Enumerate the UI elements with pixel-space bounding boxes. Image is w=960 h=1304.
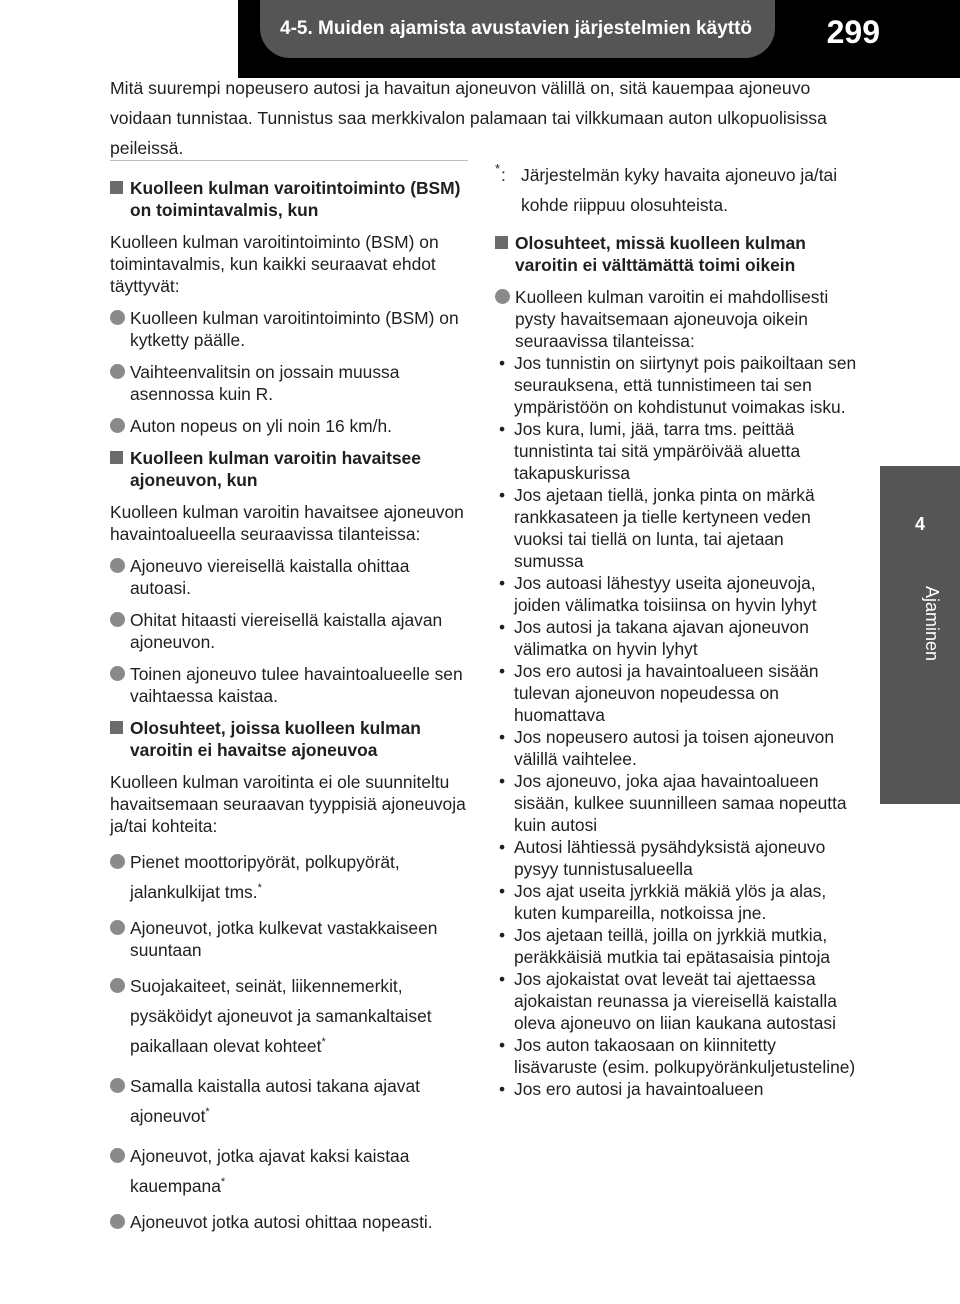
dot-bullet-icon: • (499, 1035, 506, 1055)
list-item (495, 286, 857, 352)
list-item-text: Auton nopeus on yli noin 16 km/h. (130, 416, 392, 436)
circle-bullet-icon (110, 854, 125, 869)
right-column (495, 160, 857, 1100)
condition-item (495, 418, 857, 484)
heading-text: Olosuhteet, missä kuolleen kulman varoitin ei välttämättä toimi oikein (515, 233, 806, 275)
square-bullet-icon (110, 721, 123, 734)
condition-text: Autosi lähtiessä pysähdyksistä ajoneuvo pysyy tunnistusalueella (514, 837, 826, 879)
list-item-text: Ajoneuvot, jotka kulkevat vastakkaiseen suuntaan (130, 918, 438, 960)
condition-text: Jos ajat useita jyrkkiä mäkiä ylös ja alas, kuten kumpareilla, notkoissa jne. (514, 881, 827, 923)
dot-bullet-icon: • (499, 1079, 506, 1099)
dot-bullet-icon: • (499, 881, 506, 901)
circle-bullet-icon (110, 364, 125, 379)
condition-text: Jos tunnistin on siirtynyt pois paikoiltaan sen seurauksena, että tunnistimeen tai sen ympäristöön on kohdistunut voimakas isku. (514, 353, 857, 417)
square-bullet-icon (110, 451, 123, 464)
condition-item (495, 660, 857, 726)
condition-item (495, 352, 857, 418)
page-header-title: 4-5. Muiden ajamista avustavien järjestelmien käyttö (280, 18, 753, 39)
dot-bullet-icon: • (499, 419, 506, 439)
condition-item (495, 616, 857, 660)
condition-item (495, 1034, 857, 1078)
list-item (110, 917, 468, 961)
circle-bullet-icon (495, 289, 510, 304)
section-heading (110, 717, 468, 761)
list-item-text: Ohitat hitaasti viereisellä kaistalla ajavan ajoneuvon. (130, 610, 443, 652)
condition-text: Jos ero autosi ja havaintoalueen sisään tulevan ajoneuvon nopeudessa on huomattava (514, 661, 819, 725)
heading-text: Olosuhteet, joissa kuolleen kulman varoitin ei havaitse ajoneuvoa (130, 718, 421, 760)
circle-bullet-icon (110, 612, 125, 627)
dot-bullet-icon: • (499, 727, 506, 747)
list-item-text: Ajoneuvot, jotka ajavat kaksi kaistaa kauempana (130, 1146, 410, 1196)
list-item (110, 555, 468, 599)
list-item-text: Vaihteenvalitsin on jossain muussa asennossa kuin R. (130, 362, 400, 404)
circle-bullet-icon (110, 666, 125, 681)
list-item-text: Toinen ajoneuvo tulee havaintoalueelle sen vaihtaessa kaistaa. (130, 664, 463, 706)
list-item (110, 663, 468, 707)
circle-bullet-icon (110, 920, 125, 935)
square-bullet-icon (110, 181, 123, 194)
section-heading (495, 232, 857, 276)
chapter-side-tab (880, 466, 960, 804)
condition-text: Jos ajetaan teillä, joilla on jyrkkiä mutkia, peräkkäisiä mutkia tai epätasaisia pintoja (514, 925, 831, 967)
list-item (110, 1211, 468, 1233)
list-item-text: Kuolleen kulman varoitin ei mahdollisesti pysty havaitsemaan ajoneuvoja oikein seuraavissa tilanteissa: (515, 287, 829, 351)
dot-bullet-icon: • (499, 661, 506, 681)
condition-text: Jos autoasi lähestyy useita ajoneuvoja, joiden välimatka toisiinsa on hyvin lyhyt (514, 573, 817, 615)
section-heading (110, 447, 468, 491)
dot-bullet-icon: • (499, 353, 506, 373)
condition-text: Jos ajokaistat ovat leveät tai ajettaessa ajokaistan reunassa ja viereisellä kaistalla oleva ajoneuvo on liian kaukana autostasi (514, 969, 837, 1033)
condition-text: Jos nopeusero autosi ja toisen ajoneuvon välillä vaihtelee. (514, 727, 835, 769)
list-item (110, 1141, 468, 1201)
heading-text: Kuolleen kulman varoitin havaitsee ajoneuvon, kun (130, 448, 421, 490)
condition-item (495, 836, 857, 880)
condition-text: Jos ero autosi ja havaintoalueen (514, 1079, 764, 1099)
condition-item (495, 572, 857, 616)
square-bullet-icon (495, 236, 508, 249)
footnote-marker: * (495, 161, 501, 176)
footnote-marker: * (205, 1106, 210, 1119)
list-item (110, 1071, 468, 1131)
chapter-number: 4 (914, 514, 925, 534)
condition-item (495, 1078, 857, 1100)
heading-text: Kuolleen kulman varoitintoiminto (BSM) on toimintavalmis, kun (130, 178, 461, 220)
condition-text: Jos autosi ja takana ajavan ajoneuvon välimatka on hyvin lyhyt (514, 617, 809, 659)
body-paragraph: Kuolleen kulman varoitin havaitsee ajoneuvon havaintoalueella seuraavissa tilanteissa: (110, 502, 464, 544)
list-item (110, 847, 468, 907)
list-item (110, 971, 468, 1061)
footnote-marker: * (257, 882, 262, 895)
list-item-text: Ajoneuvot jotka autosi ohittaa nopeasti. (130, 1212, 433, 1232)
section-heading (110, 177, 468, 221)
circle-bullet-icon (110, 1078, 125, 1093)
dot-bullet-icon: • (499, 573, 506, 593)
list-item-text: Suojakaiteet, seinät, liikennemerkit, pysäköidyt ajoneuvot ja samankaltaiset paikallaan olevat kohteet (130, 976, 432, 1056)
footnote-marker: * (220, 1176, 226, 1189)
left-column (110, 160, 468, 1243)
dot-bullet-icon: • (499, 837, 506, 857)
condition-item (495, 880, 857, 924)
condition-item (495, 968, 857, 1034)
condition-item (495, 770, 857, 836)
chapter-label: Ajaminen (922, 586, 942, 662)
dot-bullet-icon: • (499, 969, 506, 989)
circle-bullet-icon (110, 310, 125, 325)
list-item-text: Ajoneuvo viereisellä kaistalla ohittaa autoasi. (130, 556, 410, 598)
intro-paragraph: Mitä suurempi nopeusero autosi ja havaitun ajoneuvon välillä on, sitä kauempaa ajoneuvo voidaan tunnistaa. Tunnistus saa merkkivalon palamaan tai vilkkumaan auton ulkopuolisissa peileissä. (110, 78, 827, 158)
circle-bullet-icon (110, 978, 125, 993)
page-number: 299 (826, 14, 880, 50)
list-item-text: Kuolleen kulman varoitintoiminto (BSM) on kytketty päälle. (130, 308, 459, 350)
section-divider (110, 160, 468, 161)
dot-bullet-icon: • (499, 771, 506, 791)
footnote-colon: : (501, 165, 506, 185)
circle-bullet-icon (110, 1148, 125, 1163)
circle-bullet-icon (110, 1214, 125, 1229)
list-item (110, 307, 468, 351)
dot-bullet-icon: • (499, 485, 506, 505)
condition-item (495, 484, 857, 572)
list-item-text: Pienet moottoripyörät, polkupyörät, jalankulkijat tms. (130, 852, 400, 902)
dot-bullet-icon: • (499, 617, 506, 637)
footnote-text: Järjestelmän kyky havaita ajoneuvo ja/tai kohde riippuu olosuhteista. (521, 165, 838, 215)
list-item (110, 361, 468, 405)
condition-item (495, 726, 857, 770)
condition-text: Jos auton takaosaan on kiinnitetty lisävaruste (esim. polkupyöränkuljetusteline) (514, 1035, 856, 1077)
body-paragraph: Kuolleen kulman varoitinta ei ole suunniteltu havaitsemaan seuraavan tyyppisiä ajoneuvoja ja/tai kohteita: (110, 772, 466, 836)
body-paragraph: Kuolleen kulman varoitintoiminto (BSM) on toimintavalmis, kun kaikki seuraavat ehdot täyttyvät: (110, 232, 439, 296)
condition-list (495, 352, 857, 1100)
list-item (110, 609, 468, 653)
list-item (110, 415, 468, 437)
footnote-marker: * (321, 1036, 326, 1049)
list-item-text: Samalla kaistalla autosi takana ajavat ajoneuvot (130, 1076, 421, 1126)
dot-bullet-icon: • (499, 925, 506, 945)
condition-item (495, 924, 857, 968)
circle-bullet-icon (110, 418, 125, 433)
circle-bullet-icon (110, 558, 125, 573)
footnote (495, 160, 857, 220)
condition-text: Jos ajetaan tiellä, jonka pinta on märkä rankkasateen ja tielle kertyneen veden vuoksi tai tiellä on lunta, tai ajetaan sumussa (514, 485, 815, 571)
condition-text: Jos kura, lumi, jää, tarra tms. peittää tunnistinta tai sitä ympäröivää aluetta takapuskurissa (514, 419, 801, 483)
condition-text: Jos ajoneuvo, joka ajaa havaintoalueen sisään, kulkee suunnilleen samaa nopeutta kuin autosi (514, 771, 847, 835)
